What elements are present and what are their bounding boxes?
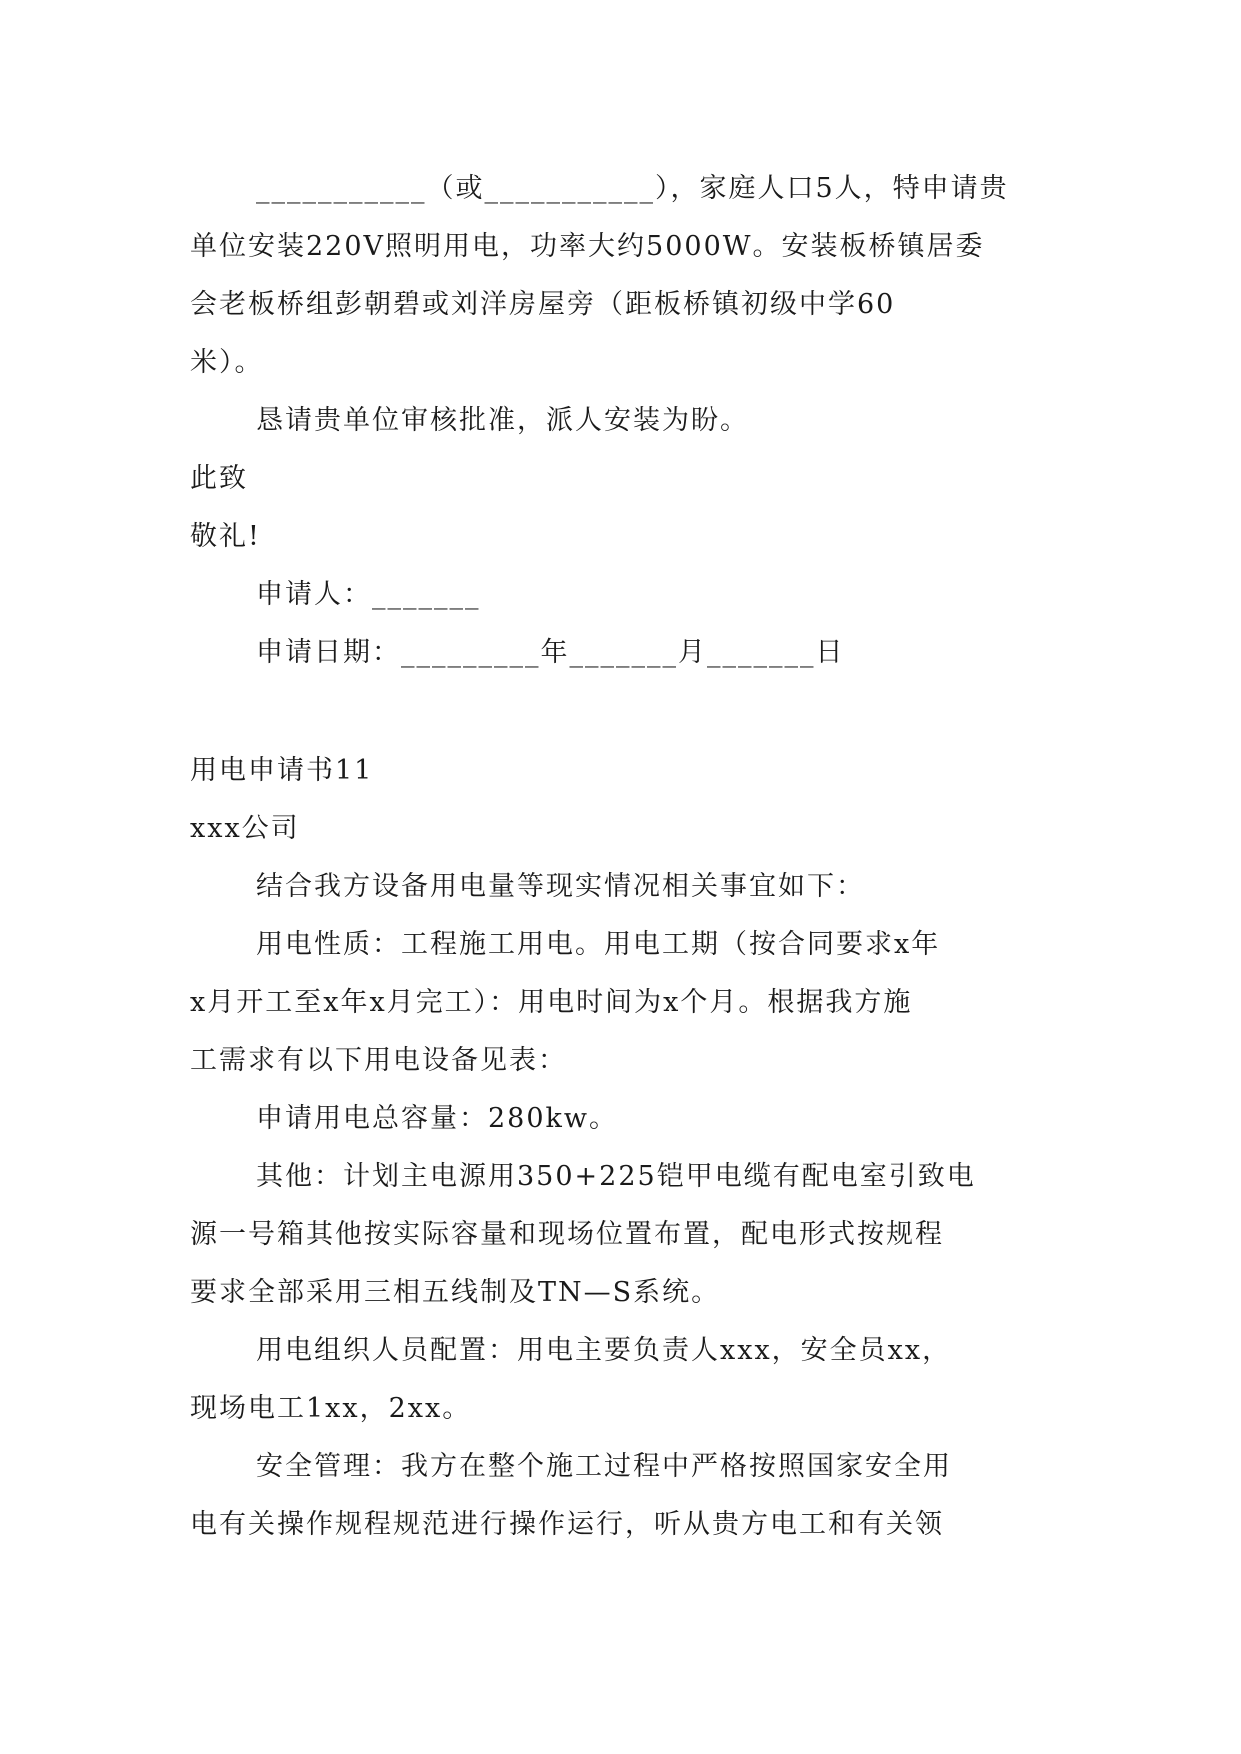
document-body: [190, 160, 1052, 1554]
section-title: 用电申请书11: [190, 755, 374, 786]
body-text-line: 现场电工1xx，2xx。: [190, 1393, 472, 1424]
body-text-line: 单位安装220V照明用电，功率大约5000W。安装板桥镇居委: [190, 231, 985, 262]
section-gap: [190, 682, 1052, 742]
applicant-line: 申请人：_______: [256, 579, 481, 610]
body-text-line: 会老板桥组彭朝碧或刘洋房屋旁（距板桥镇初级中学60: [190, 289, 896, 320]
body-text-line: 其他：计划主电源用350+225铠甲电缆有配电室引致电: [256, 1161, 976, 1192]
body-text-line: x月开工至x年x月完工）：用电时间为x个月。根据我方施: [190, 987, 913, 1018]
salutation-line: 此致: [190, 463, 248, 494]
body-text-line: 用电性质：工程施工用电。用电工期（按合同要求x年: [256, 929, 941, 960]
salutation-line: 敬礼!: [190, 521, 261, 552]
body-text-line: ___________（或___________），家庭人口5人，特申请贵: [256, 173, 1009, 204]
application-date-line: 申请日期：_________年_______月_______日: [256, 637, 845, 668]
intro-paragraph: 结合我方设备用电量等现实情况相关事宜如下：: [256, 871, 865, 902]
body-text-line: 米）。: [190, 347, 264, 378]
body-text-line: 安全管理：我方在整个施工过程中严格按照国家安全用: [256, 1451, 952, 1482]
addressee: xxx公司: [190, 813, 300, 844]
request-sentence: 恳请贵单位审核批准，派人安装为盼。: [256, 405, 749, 436]
body-text-line: 要求全部采用三相五线制及TN—S系统。: [190, 1277, 721, 1308]
body-text-line: 工需求有以下用电设备见表：: [190, 1045, 567, 1076]
body-text-line: 用电组织人员配置：用电主要负责人xxx，安全员xx，: [256, 1335, 952, 1366]
body-text-line: 电有关操作规程规范进行操作运行，听从贵方电工和有关领: [190, 1509, 944, 1540]
capacity-paragraph: 申请用电总容量：280kw。: [256, 1103, 619, 1134]
body-text-line: 源一号箱其他按实际容量和现场位置布置，配电形式按规程: [190, 1219, 944, 1250]
